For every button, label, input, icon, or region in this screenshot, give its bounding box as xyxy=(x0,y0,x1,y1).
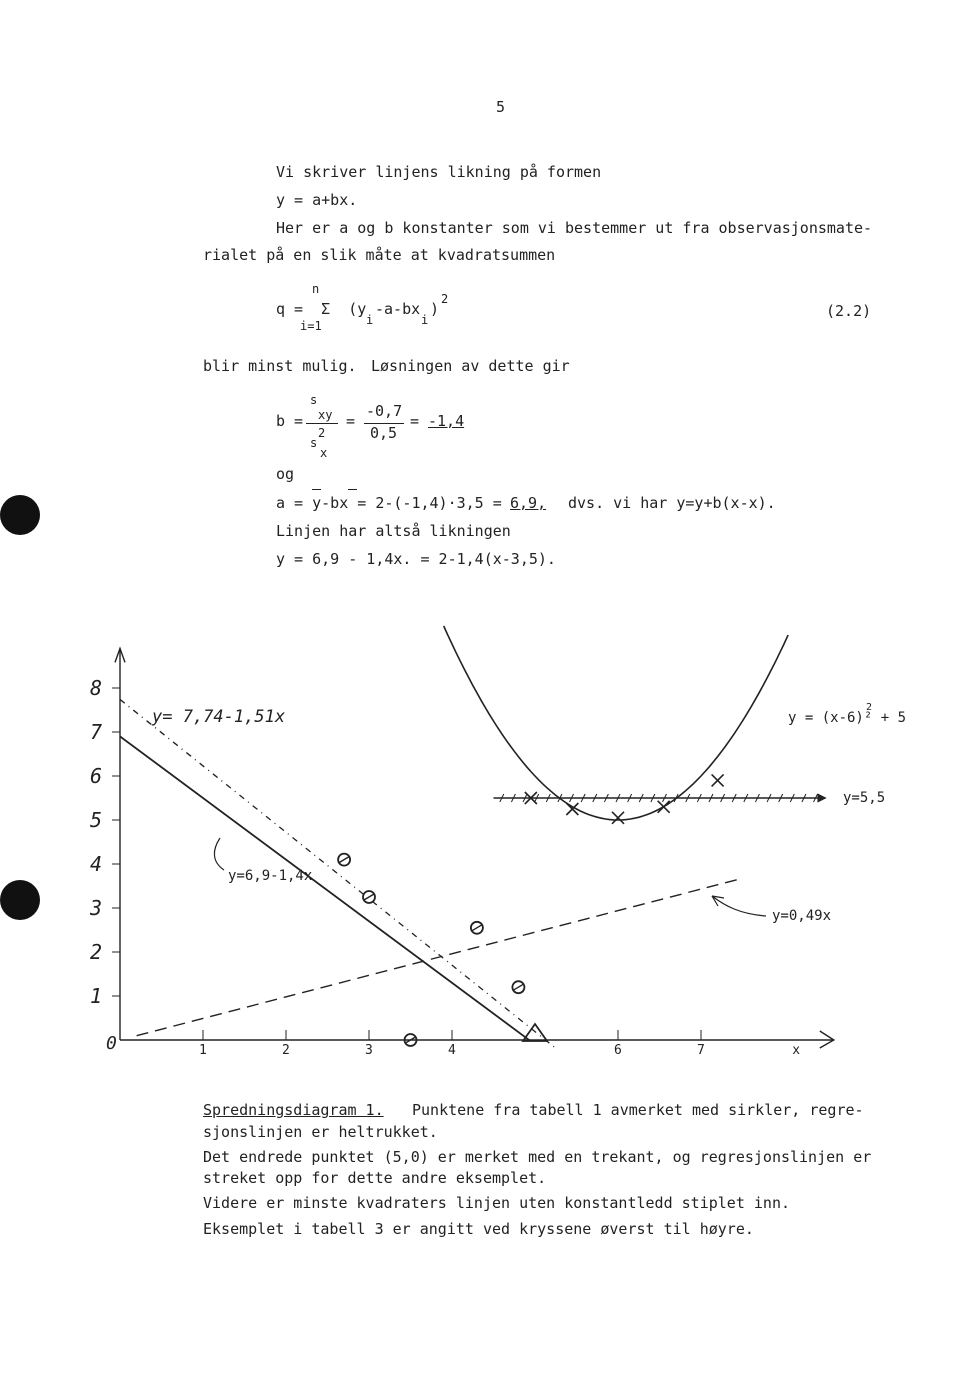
text-line-5a: blir minst mulig. xyxy=(203,357,357,375)
a-dvs: dvs. vi har y=y+b(x-x). xyxy=(568,494,776,512)
data-marks xyxy=(338,774,723,1046)
circle-point-slash xyxy=(513,984,523,990)
equation-number: (2.2) xyxy=(826,302,872,320)
label-parabola-sup: 2 xyxy=(866,702,873,713)
regression-line-solid xyxy=(120,736,531,1041)
eq-q-sup-n: n xyxy=(312,282,320,296)
a-value: 6,9, xyxy=(510,494,547,512)
y-tick-label: 1 xyxy=(90,984,103,1008)
b-lhs: b = xyxy=(276,412,304,430)
x-tick-label: 4 xyxy=(448,1043,456,1058)
x-tick-label: 1 xyxy=(199,1043,207,1058)
caption-line-4: streket opp for dette andre eksemplet. xyxy=(203,1169,547,1187)
eq-q-sub-i1: i=1 xyxy=(300,319,322,333)
y-tick-label: 8 xyxy=(90,676,103,700)
y-tick-label: 4 xyxy=(90,852,103,876)
text-line-1: Vi skriver linjens likning på formen xyxy=(276,163,602,181)
regression-line-changed xyxy=(120,699,556,1048)
eq-q-sup-2: 2 xyxy=(441,292,449,306)
b-numerator: -0,7 xyxy=(366,402,403,420)
caption-line-1: Punktene fra tabell 1 avmerket med sirkler, regre- xyxy=(412,1101,864,1119)
page-number: 5 xyxy=(496,98,506,116)
y-tick-label: 6 xyxy=(90,764,103,788)
b-x: x xyxy=(320,446,328,460)
label-no-intercept: y=0,49x xyxy=(772,908,832,924)
eq-q-right: ) xyxy=(430,300,440,318)
a-line: a = y-bx = 2-(-1,4)·3,5 = xyxy=(276,494,511,512)
b-s-bot: s xyxy=(310,436,318,450)
b-value: -1,4 xyxy=(428,412,465,430)
label-horizontal: y=5,5 xyxy=(843,790,886,806)
eq-q-mid: -a-bx xyxy=(375,300,421,318)
pointer-solid xyxy=(214,838,224,870)
text-line-6: Linjen har altså likningen xyxy=(276,522,511,540)
no-intercept-line xyxy=(137,878,743,1035)
x-tick-label: 7 xyxy=(697,1043,705,1058)
eq-q-sub-i-b: i xyxy=(421,313,429,327)
text-line-7: y = 6,9 - 1,4x. = 2-1,4(x-3,5). xyxy=(276,550,556,568)
text-line-2: y = a+bx. xyxy=(276,191,358,209)
b-denominator: 0,5 xyxy=(370,424,398,442)
chart-labels xyxy=(89,676,906,1058)
b-eq-2: = xyxy=(410,412,420,430)
text-line-4: rialet på en slik måte at kvadratsummen xyxy=(203,246,556,264)
text-line-5b: Løsningen av dette gir xyxy=(371,357,570,375)
caption-title: Spredningsdiagram 1. xyxy=(203,1101,384,1119)
circle-point-slash xyxy=(364,894,374,900)
caption-line-6: Eksemplet i tabell 3 er angitt ved kryssene øverst til høyre. xyxy=(203,1220,754,1238)
b-s-top: s xyxy=(310,393,318,407)
x-axis-label: x xyxy=(792,1043,801,1058)
caption-line-5: Videre er minste kvadraters linjen uten konstantledd stiplet inn. xyxy=(203,1194,790,1212)
x-tick-label: 2 xyxy=(282,1043,290,1058)
og-word: og xyxy=(276,465,295,483)
x-tick-label: 6 xyxy=(614,1043,622,1058)
horizontal-line-arrow xyxy=(818,794,826,802)
circle-point-slash xyxy=(472,925,482,931)
label-parabola: y = (x-6)² + 5 xyxy=(788,710,907,726)
y-tick-label: 2 xyxy=(90,940,103,964)
parabola-curve xyxy=(444,626,788,820)
circle-point-slash xyxy=(339,857,349,863)
eq-q-sub-i-a: i xyxy=(366,313,374,327)
pointer-no-intercept xyxy=(712,896,766,916)
x-tick-label: 3 xyxy=(365,1043,373,1058)
caption-line-3: Det endrede punktet (5,0) er merket med en trekant, og regresjonslinjen er xyxy=(203,1148,872,1166)
y-tick-label: 7 xyxy=(90,720,103,744)
b-2: 2 xyxy=(318,426,326,440)
origin-label: 0 xyxy=(106,1033,117,1054)
y-tick-label: 5 xyxy=(90,808,103,832)
b-xy: xy xyxy=(318,408,333,422)
text-line-3: Her er a og b konstanter som vi bestemmer ut fra observasjonsmate- xyxy=(276,219,873,237)
label-changed-line: y= 7,74-1,51x xyxy=(152,707,286,727)
eq-q-left: q = Σ (y xyxy=(276,300,367,318)
label-solid-line: y=6,9-1,4x xyxy=(228,868,313,884)
y-tick-label: 3 xyxy=(90,896,103,920)
b-eq-1: = xyxy=(346,412,356,430)
caption-line-2: sjonslinjen er heltrukket. xyxy=(203,1123,438,1141)
regression-lines xyxy=(120,626,826,1048)
